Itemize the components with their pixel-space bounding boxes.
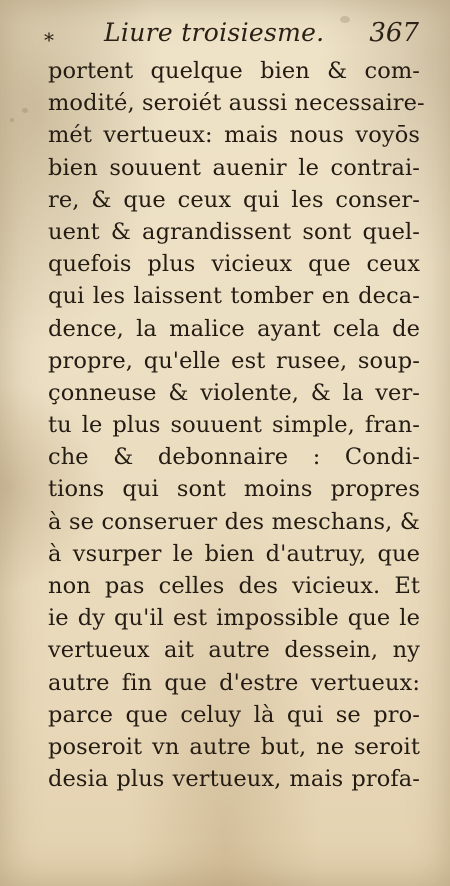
body-text	[48, 55, 425, 795]
text-line: che & debonnaire : Condi-	[48, 444, 420, 471]
text-line: çonneuse & violente, & la ver-	[48, 379, 420, 406]
text-line: poseroit vn autre but, ne seroit	[48, 733, 420, 760]
text-line: ie dy qu'il est impossible que le	[48, 605, 420, 632]
ink-blot	[22, 108, 28, 113]
text-line: quefois plus vicieux que ceux	[48, 251, 420, 278]
text-line: qui les laissent tomber en deca-	[48, 283, 420, 310]
text-line: propre, qu'elle est rusee, soup-	[48, 347, 420, 374]
page-number: 367	[369, 18, 419, 48]
text-line: mét vertueux: mais nous voyōs	[48, 122, 420, 149]
text-line: re, & que ceux qui les conser-	[48, 186, 420, 213]
text-line: modité, seroiét aussi necessaire-	[48, 90, 425, 117]
text-line: tions qui sont moins propres	[48, 476, 420, 503]
text-line: vertueux ait autre dessein, ny	[48, 637, 420, 664]
text-line: à se conseruer des meschans, &	[48, 508, 420, 535]
text-line: parce que celuy là qui se pro-	[48, 701, 420, 728]
ink-blot	[10, 118, 14, 122]
text-line: desia plus vertueux, mais profa-	[48, 766, 420, 793]
text-line: tu le plus souuent simple, fran-	[48, 412, 420, 439]
text-line: portent quelque bien & com-	[48, 58, 420, 84]
ornament-mark: ⁎	[44, 22, 54, 46]
text-line: uent & agrandissent sont quel-	[48, 218, 420, 245]
running-title: Liure troisiesme.	[104, 18, 325, 47]
text-line: non pas celles des vicieux. Et	[48, 573, 420, 599]
text-line: à vsurper le bien d'autruy, que	[48, 540, 420, 567]
running-head	[44, 14, 419, 50]
text-line: autre fin que d'estre vertueux:	[48, 669, 420, 696]
text-line: bien souuent auenir le contrai-	[48, 154, 420, 181]
text-line: dence, la malice ayant cela de	[48, 315, 420, 342]
